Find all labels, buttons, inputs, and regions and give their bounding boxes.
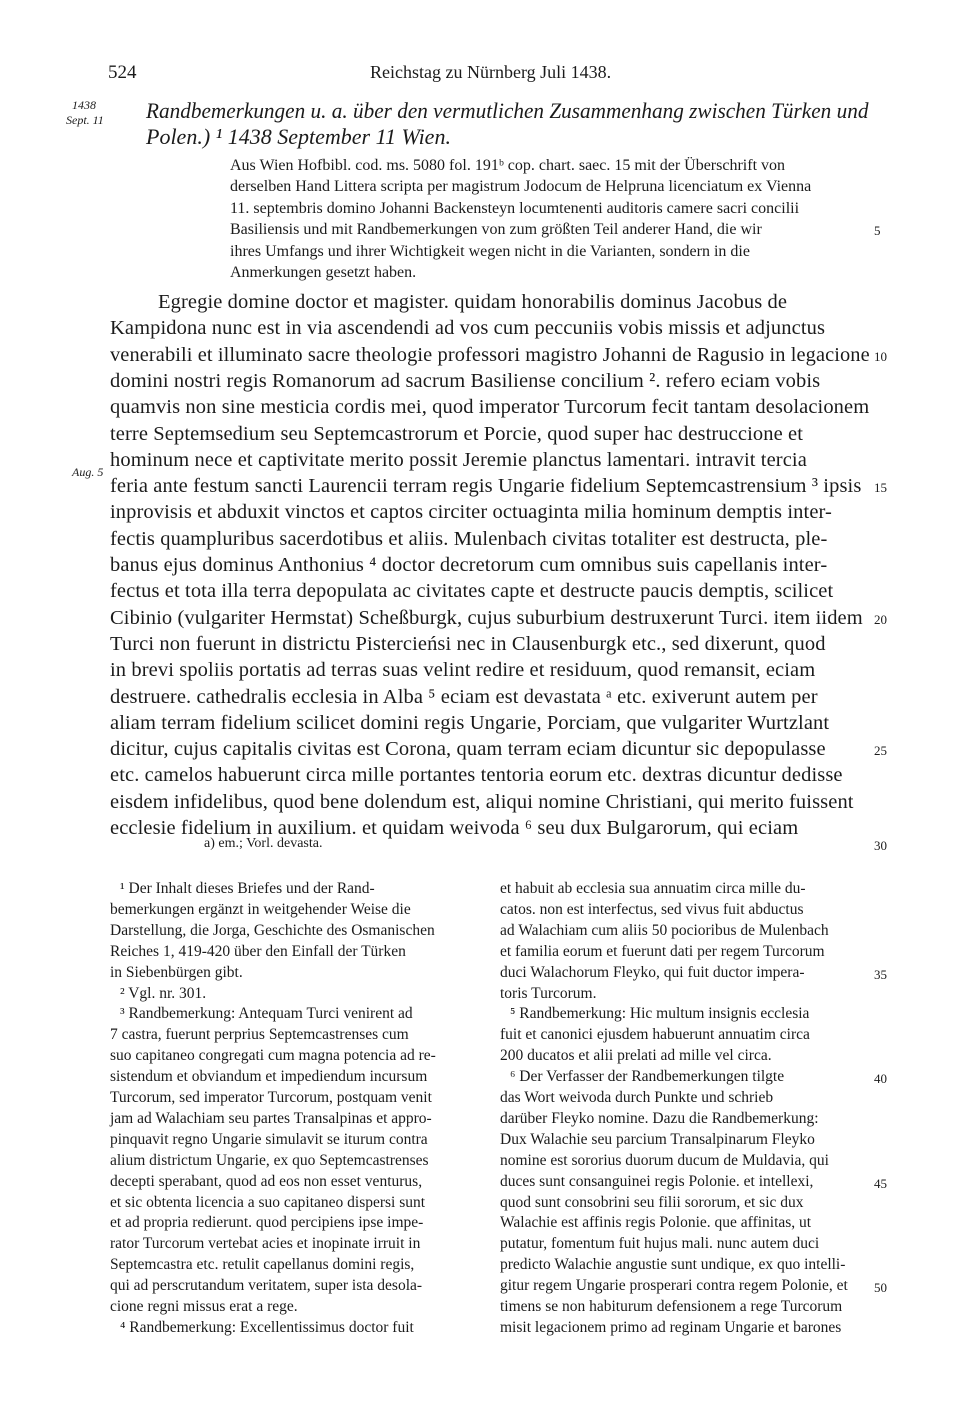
line-number: 45: [874, 1175, 887, 1191]
description-line: Basiliensis und mit Randbemerkungen von zum größten Teil anderer Hand, die wir: [230, 221, 762, 239]
main-text-line: terre Septemsedium seu Septemcastrorum et Porcie, quod super hac destruccione et: [110, 422, 804, 445]
main-text-line: hominum nece et captivitate merito possit Jeremie planctus lamentari. intravit tercia: [110, 448, 807, 471]
footnote-line: alium districtum Ungarie, ex quo Septemcastrenses: [110, 1151, 429, 1169]
footnote-line: qui ad perscrutandum veritatem, super ista desola-: [110, 1277, 423, 1295]
footnote-line: suo capitaneo congregati cum magna potencia ad re-: [110, 1047, 436, 1065]
footnote-line: et habuit ab ecclesia sua annuatim circa mille du-: [500, 880, 806, 897]
footnote-line: jam ad Walachiam seu partes Transalpinas et appro-: [110, 1109, 432, 1127]
variant-note: a) em.; Vorl. devasta.: [204, 836, 323, 851]
margin-date-day: Sept. 11: [66, 113, 104, 127]
footnote-line: Walachie est affinis regis Polonie. que affinitas, ut: [500, 1214, 812, 1232]
line-number: 20: [874, 611, 887, 627]
footnote-line: Darstellung, die Jorga, Geschichte des Osmanischen: [110, 921, 435, 939]
main-text-line: ecclesie fidelium in auxilium. et quidam weivoda ⁶ seu dux Bulgarorum, qui eciam: [110, 817, 799, 839]
footnote-line: in Siebenbürgen gibt.: [110, 963, 243, 981]
footnote-line: gitur regem Ungarie prosperari contra regem Polonie, et: [500, 1277, 848, 1295]
footnote-line: rator Turcorum vertebat acies et inopinate irruit in: [110, 1235, 421, 1253]
main-text-line: etc. camelos habuerunt circa mille portantes tentoria eorum etc. dextras dicuntur dedisse: [110, 764, 843, 787]
footnote-line: ² Vgl. nr. 301.: [120, 984, 207, 1002]
footnote-line: 200 ducatos et alii prelati ad mille vel circa.: [500, 1047, 772, 1065]
main-text-line: aliam terram fidelium scilicet domini regis Ungarie, Porciam, que vulgariter Wurtzlant: [110, 711, 830, 734]
description-line: 11. septembris domino Johanni Backensteyn locumtenenti auditoris camere sacri concilii: [230, 199, 800, 217]
footnote-line: timens se non habiturum defensionem a rege Turcorum: [500, 1298, 843, 1315]
running-head: Reichstag zu Nürnberg Juli 1438.: [370, 62, 612, 82]
footnote-line: ⁵ Randbemerkung: Hic multum insignis ecclesia: [510, 1005, 810, 1023]
footnote-line: Septemcastra etc. retulit capellanus domini regis,: [110, 1256, 415, 1274]
footnote-line: 7 castra, fuerunt perprius Septemcastrenses cum: [110, 1026, 409, 1044]
main-text-line: Cibinio (vulgariter Hermstat) Scheßburgk, cujus suburbium destruxerunt Turci. item iidem: [110, 606, 863, 629]
main-text-line: dicitur, cujus capitalis civitas est Corona, quam terram eciam dicuntur sic depopulasse: [110, 738, 826, 761]
line-number: 25: [874, 743, 887, 759]
footnote-line: decepti sperabant, quod ad eos non esset venturus,: [110, 1172, 423, 1190]
footnote-line: Dux Walachie seu parcium Transalpinarum Fleyko: [500, 1130, 815, 1148]
footnote-line: putatur, fomentum fuit hujus mali. nunc autem duci: [500, 1235, 820, 1253]
margin-date-aug: Aug. 5: [72, 465, 104, 479]
footnote-line: Reiches 1, 419-420 über den Einfall der Türken: [110, 942, 406, 960]
main-text-line: eisdem infidelibus, quod bene dolendum est, aliqui nomine Christiani, qui merito fuissent: [110, 790, 854, 813]
main-text-line: inprovisis et abduxit vinctos et captos circiter octuaginta milia hominum demptis inter-: [110, 501, 832, 524]
footnote-line: ⁶ Der Verfasser der Randbemerkungen tilgte: [510, 1068, 785, 1086]
line-number: 5: [874, 223, 881, 238]
footnote-line: ⁴ Randbemerkung: Excellentissimus doctor fuit: [120, 1318, 414, 1336]
footnote-line: darüber Fleyko nomine. Dazu die Randbemerkung:: [500, 1109, 819, 1127]
footnote-line: ¹ Der Inhalt dieses Briefes und der Rand-: [120, 880, 375, 897]
main-text-line: feria ante festum sancti Laurencii terram regis Ungarie fidelium Septemcastrensium ³ ipsis: [110, 475, 862, 498]
line-number: 10: [874, 348, 887, 364]
footnote-line: das Wort weivoda durch Punkte und schrieb: [500, 1089, 774, 1106]
line-number: 40: [874, 1071, 887, 1087]
description-line: Aus Wien Hofbibl. cod. ms. 5080 fol. 191ᵇ cop. chart. saec. 15 mit der Überschrift von: [230, 157, 786, 174]
footnote-line: misit legacionem primo ad reginam Ungarie et barones: [500, 1318, 842, 1336]
main-text-line: in brevi spoliis portatis ad terras suas velint redire et residuum, quod remansit, eciam: [110, 659, 816, 682]
footnote-line: duci Walachorum Fleyko, qui fuit ductor impera-: [500, 963, 805, 981]
footnote-line: catos. non est interfectus, sed vivus fuit abductus: [500, 900, 804, 918]
footnote-line: cione regni missus erat a rege.: [110, 1298, 298, 1315]
footnote-line: ad Walachiam cum aliis 50 pocioribus de Mulenbach: [500, 921, 829, 939]
footnote-line: bemerkungen ergänzt in weitgehender Weise die: [110, 900, 411, 918]
line-number: 15: [874, 480, 887, 496]
main-text-line: venerabili et illuminato sacre theologie professori magistro Johanni de Ragusio in legacione: [110, 343, 870, 366]
footnote-line: toris Turcorum.: [500, 984, 597, 1002]
footnote-line: quod sunt consobrini seu filii sororum, et sic dux: [500, 1193, 804, 1211]
footnote-line: et familia eorum et fuerunt dati per regem Turcorum: [500, 942, 825, 960]
main-text-line: fectus et tota illa terra depopulata ac civitates capte et destructe paucis demptis, scilicet: [110, 580, 834, 603]
line-number: 35: [874, 966, 887, 982]
main-text-line: Turci non fuerunt in districtu Pistercieńsi nec in Clausenburgk etc., sed dixerunt, quod: [110, 632, 826, 655]
page-number: 524: [108, 62, 137, 83]
main-text-line: fectis quampluribus sacerdotibus et aliis. Mulenbach civitas totaliter est destructa, ple-: [110, 527, 828, 550]
main-text-line: quamvis non sine mesticia cordis mei, quod imperator Turcorum fecit tantam desolacionem: [110, 396, 870, 419]
footnote-line: predicto Walachie angustie sunt undique, ex quo intelli-: [500, 1256, 846, 1274]
main-text-line: domini nostri regis Romanorum ad sacrum Basiliense concilium ². refero eciam vobis: [110, 369, 821, 392]
line-number: 50: [874, 1280, 887, 1296]
description-line: derselben Hand Littera scripta per magistrum Jodocum de Helpruna licenciatum ex Vienna: [230, 178, 812, 196]
description-line: ihres Umfangs und ihrer Wichtigkeit wegen nicht in die Varianten, sondern in die: [230, 242, 750, 260]
main-text-line: Egregie domine doctor et magister. quidam honorabilis dominus Jacobus de: [158, 291, 788, 313]
footnote-line: Turcorum, sed imperator Turcorum, postquam venit: [110, 1089, 432, 1106]
footnote-line: pinquavit regno Ungarie simulavit se iturum contra: [110, 1130, 428, 1148]
document-title-line: Polen.) ¹ 1438 September 11 Wien.: [146, 124, 451, 149]
footnote-line: fuit et canonici ejusdem habuerunt annuatim circa: [500, 1026, 810, 1044]
footnote-line: nomine est sororius duorum ducum de Muldavia, qui: [500, 1151, 829, 1169]
line-number: 30: [874, 838, 887, 853]
main-text-line: destruere. cathedralis ecclesia in Alba ⁵ eciam est devastata ᵃ etc. exiverunt autem per: [110, 685, 818, 708]
document-title-line: Randbemerkungen u. a. über den vermutlichen Zusammenhang zwischen Türken und: [146, 98, 869, 123]
margin-date-year: 1438: [72, 98, 96, 112]
description-line: Anmerkungen gesetzt haben.: [230, 264, 417, 281]
footnote-line: sistendum et obviandum et impediendum incursum: [110, 1068, 428, 1086]
footnote-line: et sic obtenta licencia a suo capitaneo dispersi sunt: [110, 1193, 426, 1211]
footnote-line: duces sunt consanguinei regis Polonie. et intellexi,: [500, 1172, 814, 1190]
main-text-line: Kampidona nunc est in via ascendendi ad vos cum peccuniis vobis missis et adjunctus: [110, 317, 826, 340]
main-text-line: banus ejus dominus Anthonius ⁴ doctor decretorum cum omnibus suis capellanis inter-: [110, 554, 828, 576]
footnote-line: ³ Randbemerkung: Antequam Turci venirent ad: [120, 1005, 413, 1023]
footnote-line: et ad propria redierunt. quod percipiens ipse impe-: [110, 1214, 424, 1232]
